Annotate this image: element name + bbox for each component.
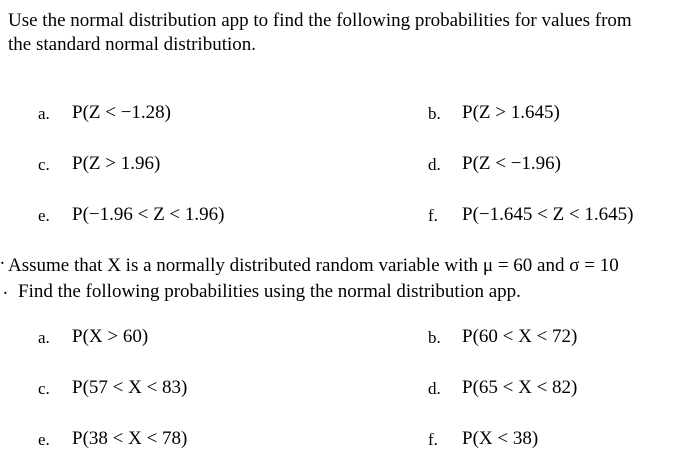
problem-label: b. (428, 328, 441, 347)
problem-label: c. (38, 155, 50, 174)
problem-label: a. (38, 104, 50, 123)
problem-expression: P(X < 38) (462, 428, 539, 449)
problem-label: d. (428, 155, 441, 174)
problem-label: e. (38, 206, 50, 225)
problem-expression: P(−1.645 < Z < 1.645) (462, 204, 634, 225)
problem-label: a. (38, 328, 50, 347)
problem-label: f. (428, 206, 438, 225)
problem-expression: P(X > 60) (72, 326, 149, 347)
problem-expression: P(Z < −1.28) (72, 102, 172, 123)
instruction-line-1: Use the normal distribution app to find the following probabilities for values from (8, 10, 632, 31)
problem-label: b. (428, 104, 441, 123)
assumption-line: Assume that X is a normally distributed random variable with μ = 60 and σ = 10 (8, 255, 619, 276)
problem-label: c. (38, 379, 50, 398)
problem-label: d. (428, 379, 441, 398)
problem-expression: P(38 < X < 78) (72, 428, 188, 449)
bullet-mark: . (0, 248, 5, 269)
problem-expression: P(65 < X < 82) (462, 377, 578, 398)
problem-expression: P(Z > 1.96) (72, 153, 161, 174)
problem-expression: P(Z > 1.645) (462, 102, 560, 123)
problem-expression: P(57 < X < 83) (72, 377, 188, 398)
problem-expression: P(−1.96 < Z < 1.96) (72, 204, 225, 225)
instruction-line-2: the standard normal distribution. (8, 34, 257, 55)
problem-expression: P(Z < −1.96) (462, 153, 562, 174)
problem-label: f. (428, 430, 438, 449)
problem-expression: P(60 < X < 72) (462, 326, 578, 347)
instruction-line-3: Find the following probabilities using the normal distribution app. (18, 281, 521, 302)
bullet-mark: . (3, 278, 8, 299)
problem-label: e. (38, 430, 50, 449)
